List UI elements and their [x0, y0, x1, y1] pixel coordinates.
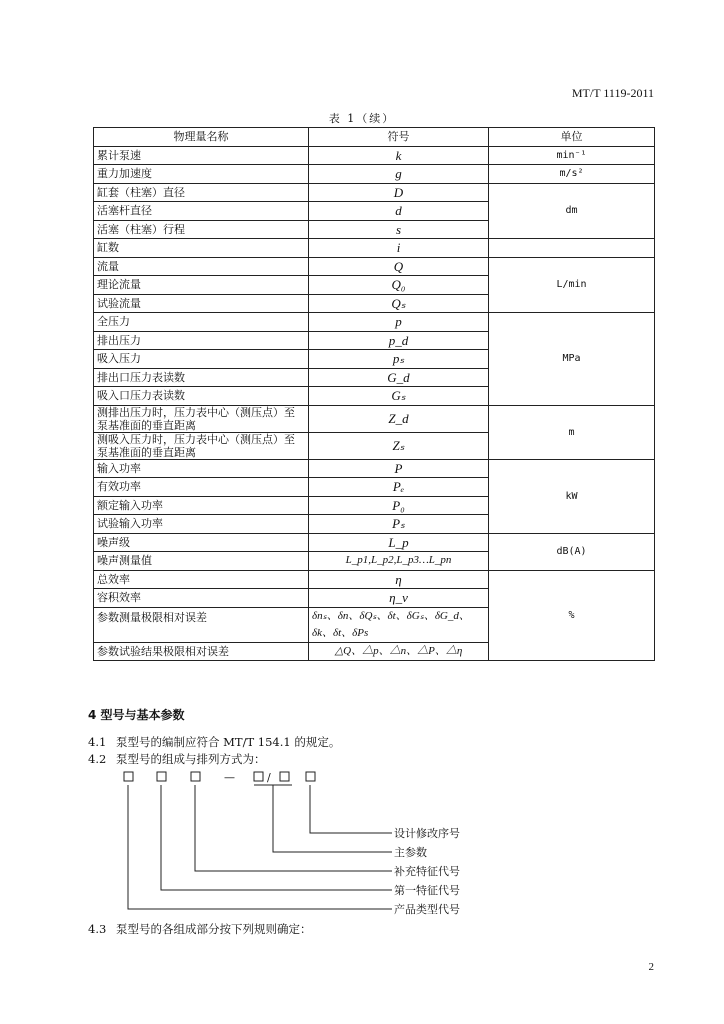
quantity-symbol: D	[309, 183, 489, 202]
quantity-symbol: P	[309, 459, 489, 478]
quantity-symbol: Qₛ	[309, 294, 489, 313]
quantity-name: 试验流量	[94, 294, 309, 313]
table-row	[94, 313, 655, 332]
quantity-name: 缸数	[94, 239, 309, 258]
clause-text: 泵型号的组成与排列方式为：	[116, 752, 266, 766]
quantity-name: 测吸入压力时，压力表中心（测压点）至泵基准面的垂直距离	[94, 432, 309, 459]
quantity-name: 总效率	[94, 570, 309, 589]
quantity-symbol: G_d	[309, 368, 489, 387]
column-header: 物理量名称	[94, 128, 309, 147]
table-row	[94, 459, 655, 478]
quantity-symbol: L_p1,L_p2,L_p3…L_pn	[309, 552, 489, 571]
quantity-symbol: L_p	[309, 533, 489, 552]
table-row	[94, 257, 655, 276]
label-main-parameter: 主参数	[394, 846, 427, 859]
quantity-name: 参数试验结果极限相对误差	[94, 642, 309, 661]
quantity-symbol: Q	[309, 257, 489, 276]
section-title: 4 型号与基本参数	[88, 708, 185, 722]
quantity-name: 累计泵速	[94, 146, 309, 165]
table-caption: 表 1（续）	[328, 112, 396, 125]
quantity-unit: m/s²	[489, 165, 655, 184]
quantity-unit: L/min	[489, 257, 655, 313]
quantity-unit: min⁻¹	[489, 146, 655, 165]
label-product-type: 产品类型代号	[394, 903, 460, 916]
quantity-symbol: p	[309, 313, 489, 332]
table-header-row	[94, 128, 655, 147]
clause-number: 4.3	[88, 922, 107, 936]
quantity-symbol: i	[309, 239, 489, 258]
code-box-main-parameter-b	[280, 772, 289, 781]
table-row	[94, 146, 655, 165]
quantity-unit: %	[489, 570, 655, 661]
column-header: 单位	[489, 128, 655, 147]
slash-separator: /	[267, 771, 271, 784]
quantity-name: 参数测量极限相对误差	[94, 607, 309, 642]
clause-text: 泵型号的各组成部分按下列规则确定：	[116, 922, 312, 936]
clause	[88, 734, 340, 750]
quantity-symbol: Q₀	[309, 276, 489, 295]
quantity-name: 排出口压力表读数	[94, 368, 309, 387]
quantity-name: 输入功率	[94, 459, 309, 478]
quantity-name: 重力加速度	[94, 165, 309, 184]
quantity-symbol: △Q、△p、△n、△P、△η	[309, 642, 489, 661]
page-number: 2	[648, 961, 654, 973]
quantity-name: 活塞杆直径	[94, 202, 309, 221]
label-revision: 设计修改序号	[394, 827, 460, 840]
quantity-symbol: k	[309, 146, 489, 165]
quantity-unit: dm	[489, 183, 655, 239]
model-composition-diagram	[0, 768, 724, 918]
parameters-table	[93, 127, 655, 661]
standard-number: MT/T 1119-2011	[571, 86, 654, 100]
table-row	[94, 405, 655, 432]
quantity-symbol: δnₛ、δn、δQₛ、δt、δGₛ、δG_d、δk、δt、δPs	[309, 607, 489, 642]
quantity-name: 缸套（柱塞）直径	[94, 183, 309, 202]
quantity-symbol: Pₑ	[309, 478, 489, 497]
code-box-product-type	[124, 772, 133, 781]
quantity-symbol: d	[309, 202, 489, 221]
quantity-name: 噪声测量值	[94, 552, 309, 571]
quantity-name: 测排出压力时，压力表中心（测压点）至泵基准面的垂直距离	[94, 405, 309, 432]
code-box-main-parameter-a	[254, 772, 263, 781]
quantity-unit: dB(A)	[489, 533, 655, 570]
leader-line-first-feature	[161, 785, 392, 890]
table-row	[94, 533, 655, 552]
leader-line-main-parameter	[273, 785, 392, 852]
quantity-name: 流量	[94, 257, 309, 276]
quantity-unit: MPa	[489, 313, 655, 406]
quantity-symbol: g	[309, 165, 489, 184]
quantity-symbol: p_d	[309, 331, 489, 350]
quantity-symbol: Gₛ	[309, 387, 489, 406]
quantity-symbol: Pₛ	[309, 515, 489, 534]
quantity-unit: m	[489, 405, 655, 459]
quantity-symbol: η_v	[309, 589, 489, 608]
quantity-symbol: s	[309, 220, 489, 239]
table-row	[94, 165, 655, 184]
quantity-name: 活塞（柱塞）行程	[94, 220, 309, 239]
quantity-symbol: Zₛ	[309, 432, 489, 459]
table-row	[94, 239, 655, 258]
clause-number: 4.2	[88, 752, 107, 766]
leader-line-revision	[310, 785, 392, 833]
quantity-name: 吸入口压力表读数	[94, 387, 309, 406]
quantity-name: 容积效率	[94, 589, 309, 608]
table-row	[94, 183, 655, 202]
clause	[88, 921, 312, 937]
table-row	[94, 570, 655, 589]
code-box-revision	[306, 772, 315, 781]
quantity-unit-empty	[489, 239, 655, 258]
code-box-first-feature	[157, 772, 166, 781]
quantity-name: 有效功率	[94, 478, 309, 497]
quantity-symbol: Z_d	[309, 405, 489, 432]
dash-separator: —	[224, 771, 235, 784]
clause	[88, 751, 266, 767]
clause-text: 泵型号的编制应符合 MT/T 154.1 的规定。	[116, 735, 341, 749]
quantity-unit: kW	[489, 459, 655, 533]
code-box-supplementary-feature	[191, 772, 200, 781]
quantity-name: 全压力	[94, 313, 309, 332]
leader-line-supplementary	[195, 785, 392, 871]
quantity-name: 试验输入功率	[94, 515, 309, 534]
quantity-symbol: P₀	[309, 496, 489, 515]
label-supplementary-feature: 补充特征代号	[394, 865, 460, 878]
quantity-name: 排出压力	[94, 331, 309, 350]
quantity-name: 额定输入功率	[94, 496, 309, 515]
quantity-name: 吸入压力	[94, 350, 309, 369]
label-first-feature: 第一特征代号	[394, 884, 460, 897]
quantity-symbol: η	[309, 570, 489, 589]
quantity-name: 噪声级	[94, 533, 309, 552]
quantity-symbol: pₛ	[309, 350, 489, 369]
clause-number: 4.1	[88, 735, 107, 749]
column-header: 符号	[309, 128, 489, 147]
quantity-name: 理论流量	[94, 276, 309, 295]
